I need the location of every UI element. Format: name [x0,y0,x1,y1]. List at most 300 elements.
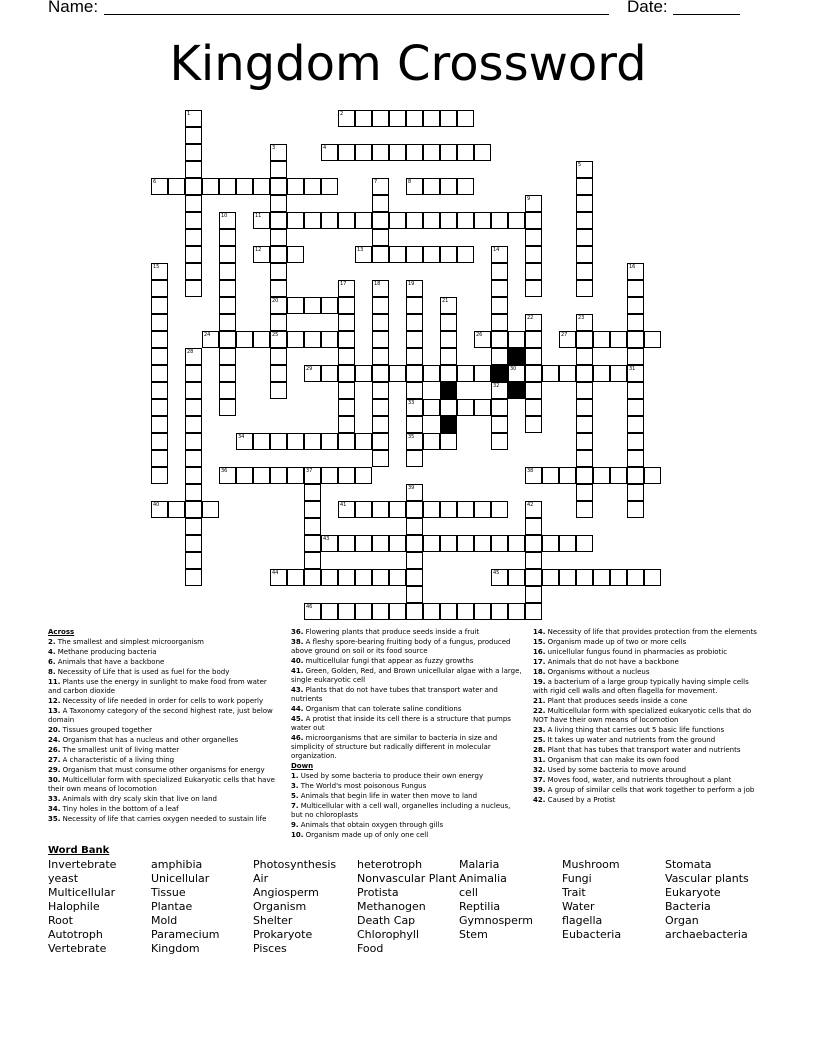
crossword-cell[interactable] [389,110,406,127]
crossword-cell[interactable] [287,178,304,195]
crossword-cell[interactable] [338,399,355,416]
crossword-cell[interactable] [338,297,355,314]
crossword-cell[interactable] [287,433,304,450]
crossword-cell[interactable] [270,229,287,246]
crossword-cell[interactable] [457,365,474,382]
crossword-cell[interactable] [304,569,321,586]
crossword-cell[interactable] [338,416,355,433]
crossword-cell[interactable] [576,365,593,382]
crossword-cell[interactable] [304,178,321,195]
crossword-cell[interactable] [151,178,168,195]
crossword-cell[interactable] [389,569,406,586]
crossword-cell[interactable] [406,416,423,433]
crossword-cell[interactable] [372,229,389,246]
crossword-cell[interactable] [219,297,236,314]
crossword-cell[interactable] [423,178,440,195]
crossword-cell[interactable] [491,603,508,620]
crossword-cell[interactable] [355,212,372,229]
crossword-cell[interactable] [304,365,321,382]
crossword-cell[interactable] [185,195,202,212]
crossword-cell[interactable] [185,552,202,569]
crossword-cell[interactable] [627,297,644,314]
crossword-cell[interactable] [525,501,542,518]
crossword-cell[interactable] [627,433,644,450]
crossword-cell[interactable] [440,433,457,450]
crossword-cell[interactable] [389,246,406,263]
crossword-cell[interactable] [559,467,576,484]
crossword-cell[interactable] [474,399,491,416]
crossword-cell[interactable] [457,178,474,195]
crossword-cell[interactable] [219,382,236,399]
crossword-cell[interactable] [491,399,508,416]
crossword-cell[interactable] [542,365,559,382]
crossword-cell[interactable] [525,467,542,484]
crossword-cell[interactable] [355,569,372,586]
crossword-cell[interactable] [270,195,287,212]
crossword-cell[interactable] [236,331,253,348]
crossword-cell[interactable] [423,501,440,518]
crossword-cell[interactable] [406,144,423,161]
crossword-cell[interactable] [372,603,389,620]
crossword-cell[interactable] [185,450,202,467]
crossword-cell[interactable] [627,501,644,518]
crossword-cell[interactable] [185,127,202,144]
crossword-cell[interactable] [576,263,593,280]
crossword-cell[interactable] [610,467,627,484]
crossword-cell[interactable] [185,110,202,127]
crossword-cell[interactable] [338,467,355,484]
crossword-cell[interactable] [457,399,474,416]
crossword-cell[interactable] [372,144,389,161]
crossword-cell[interactable] [236,467,253,484]
crossword-cell[interactable] [321,212,338,229]
crossword-cell[interactable] [389,212,406,229]
crossword-cell[interactable] [253,246,270,263]
crossword-cell[interactable] [440,246,457,263]
crossword-cell[interactable] [219,314,236,331]
crossword-cell[interactable] [202,178,219,195]
crossword-cell[interactable] [406,212,423,229]
crossword-cell[interactable] [253,212,270,229]
crossword-cell[interactable] [372,178,389,195]
crossword-cell[interactable] [423,535,440,552]
crossword-cell[interactable] [151,399,168,416]
crossword-cell[interactable] [151,382,168,399]
crossword-cell[interactable] [219,467,236,484]
crossword-cell[interactable] [406,586,423,603]
crossword-cell[interactable] [627,416,644,433]
crossword-cell[interactable] [440,399,457,416]
crossword-cell[interactable] [321,144,338,161]
crossword-cell[interactable] [389,603,406,620]
crossword-cell[interactable] [338,569,355,586]
crossword-cell[interactable] [304,518,321,535]
crossword-cell[interactable] [270,263,287,280]
crossword-cell[interactable] [457,110,474,127]
crossword-cell[interactable] [151,450,168,467]
crossword-cell[interactable] [474,603,491,620]
crossword-cell[interactable] [304,467,321,484]
crossword-cell[interactable] [185,263,202,280]
crossword-cell[interactable] [270,297,287,314]
crossword-cell[interactable] [576,484,593,501]
crossword-cell[interactable] [321,297,338,314]
crossword-cell[interactable] [423,144,440,161]
crossword-cell[interactable] [253,331,270,348]
crossword-cell[interactable] [491,348,508,365]
crossword-cell[interactable] [576,348,593,365]
crossword-cell[interactable] [372,433,389,450]
crossword-cell[interactable] [236,433,253,450]
crossword-cell[interactable] [576,399,593,416]
crossword-cell[interactable] [185,467,202,484]
crossword-cell[interactable] [559,331,576,348]
crossword-cell[interactable] [440,603,457,620]
crossword-cell[interactable] [270,280,287,297]
crossword-cell[interactable] [355,433,372,450]
crossword-cell[interactable] [559,365,576,382]
crossword-cell[interactable] [406,246,423,263]
crossword-cell[interactable] [270,467,287,484]
crossword-cell[interactable] [627,450,644,467]
crossword-cell[interactable] [321,178,338,195]
crossword-cell[interactable] [406,501,423,518]
crossword-cell[interactable] [372,501,389,518]
crossword-cell[interactable] [525,331,542,348]
crossword-cell[interactable] [576,246,593,263]
crossword-cell[interactable] [219,365,236,382]
crossword-cell[interactable] [151,433,168,450]
crossword-cell[interactable] [338,433,355,450]
crossword-cell[interactable] [491,569,508,586]
crossword-cell[interactable] [627,382,644,399]
crossword-cell[interactable] [491,382,508,399]
crossword-cell[interactable] [338,280,355,297]
crossword-cell[interactable] [491,212,508,229]
crossword-cell[interactable] [525,229,542,246]
crossword-cell[interactable] [627,365,644,382]
crossword-cell[interactable] [525,280,542,297]
crossword-cell[interactable] [576,195,593,212]
crossword-cell[interactable] [151,280,168,297]
crossword-cell[interactable] [542,535,559,552]
crossword-cell[interactable] [372,450,389,467]
crossword-cell[interactable] [219,229,236,246]
crossword-cell[interactable] [491,280,508,297]
crossword-cell[interactable] [304,297,321,314]
crossword-cell[interactable] [321,535,338,552]
crossword-cell[interactable] [491,433,508,450]
crossword-cell[interactable] [338,331,355,348]
crossword-cell[interactable] [627,314,644,331]
crossword-cell[interactable] [627,348,644,365]
crossword-cell[interactable] [627,263,644,280]
crossword-cell[interactable] [525,195,542,212]
crossword-cell[interactable] [423,110,440,127]
crossword-cell[interactable] [406,382,423,399]
crossword-cell[interactable] [202,501,219,518]
crossword-cell[interactable] [474,535,491,552]
crossword-cell[interactable] [457,603,474,620]
crossword-cell[interactable] [406,110,423,127]
crossword-cell[interactable] [440,331,457,348]
crossword-cell[interactable] [491,263,508,280]
crossword-cell[interactable] [542,467,559,484]
crossword-cell[interactable] [372,195,389,212]
crossword-cell[interactable] [321,603,338,620]
crossword-cell[interactable] [270,365,287,382]
crossword-cell[interactable] [287,569,304,586]
crossword-cell[interactable] [525,246,542,263]
crossword-cell[interactable] [576,212,593,229]
crossword-cell[interactable] [491,535,508,552]
crossword-cell[interactable] [287,467,304,484]
crossword-cell[interactable] [576,178,593,195]
crossword-cell[interactable] [151,365,168,382]
crossword-cell[interactable] [440,297,457,314]
crossword-cell[interactable] [219,178,236,195]
crossword-cell[interactable] [185,280,202,297]
crossword-cell[interactable] [338,365,355,382]
crossword-cell[interactable] [185,416,202,433]
crossword-cell[interactable] [440,314,457,331]
crossword-cell[interactable] [406,280,423,297]
crossword-cell[interactable] [185,144,202,161]
crossword-cell[interactable] [372,280,389,297]
crossword-cell[interactable] [372,535,389,552]
crossword-cell[interactable] [355,467,372,484]
crossword-cell[interactable] [219,280,236,297]
crossword-cell[interactable] [185,518,202,535]
crossword-cell[interactable] [423,246,440,263]
crossword-cell[interactable] [474,365,491,382]
crossword-cell[interactable] [423,365,440,382]
crossword-cell[interactable] [355,110,372,127]
crossword-cell[interactable] [474,331,491,348]
crossword-cell[interactable] [627,331,644,348]
crossword-cell[interactable] [491,501,508,518]
crossword-cell[interactable] [270,314,287,331]
crossword-cell[interactable] [457,535,474,552]
crossword-cell[interactable] [593,331,610,348]
crossword-cell[interactable] [508,535,525,552]
crossword-cell[interactable] [542,569,559,586]
crossword-cell[interactable] [491,416,508,433]
crossword-cell[interactable] [168,501,185,518]
crossword-cell[interactable] [423,399,440,416]
crossword-cell[interactable] [406,552,423,569]
crossword-cell[interactable] [338,348,355,365]
crossword-cell[interactable] [525,603,542,620]
crossword-cell[interactable] [610,365,627,382]
crossword-cell[interactable] [406,297,423,314]
crossword-cell[interactable] [389,365,406,382]
crossword-cell[interactable] [372,569,389,586]
crossword-cell[interactable] [270,212,287,229]
crossword-cell[interactable] [185,365,202,382]
crossword-cell[interactable] [491,297,508,314]
crossword-cell[interactable] [270,433,287,450]
crossword-cell[interactable] [508,603,525,620]
crossword-cell[interactable] [406,535,423,552]
crossword-cell[interactable] [219,212,236,229]
crossword-cell[interactable] [372,110,389,127]
crossword-cell[interactable] [338,501,355,518]
crossword-cell[interactable] [644,331,661,348]
crossword-cell[interactable] [525,365,542,382]
crossword-cell[interactable] [525,416,542,433]
crossword-cell[interactable] [270,348,287,365]
crossword-cell[interactable] [406,314,423,331]
crossword-cell[interactable] [406,365,423,382]
crossword-cell[interactable] [593,569,610,586]
crossword-cell[interactable] [406,484,423,501]
crossword-cell[interactable] [508,212,525,229]
crossword-cell[interactable] [559,535,576,552]
crossword-cell[interactable] [253,178,270,195]
crossword-cell[interactable] [185,535,202,552]
crossword-cell[interactable] [151,263,168,280]
crossword-cell[interactable] [185,399,202,416]
crossword-cell[interactable] [372,212,389,229]
crossword-cell[interactable] [627,467,644,484]
crossword-cell[interactable] [576,314,593,331]
crossword-cell[interactable] [185,246,202,263]
crossword-cell[interactable] [236,178,253,195]
crossword-cell[interactable] [440,212,457,229]
crossword-cell[interactable] [576,229,593,246]
crossword-cell[interactable] [287,297,304,314]
crossword-cell[interactable] [406,348,423,365]
crossword-cell[interactable] [338,212,355,229]
crossword-cell[interactable] [457,212,474,229]
crossword-cell[interactable] [355,246,372,263]
crossword-cell[interactable] [355,501,372,518]
crossword-cell[interactable] [593,467,610,484]
crossword-cell[interactable] [151,297,168,314]
crossword-cell[interactable] [525,518,542,535]
crossword-cell[interactable] [491,331,508,348]
crossword-cell[interactable] [185,229,202,246]
crossword-cell[interactable] [372,399,389,416]
crossword-cell[interactable] [525,535,542,552]
crossword-cell[interactable] [219,331,236,348]
crossword-cell[interactable] [525,552,542,569]
crossword-cell[interactable] [270,331,287,348]
crossword-cell[interactable] [525,348,542,365]
crossword-cell[interactable] [338,314,355,331]
crossword-cell[interactable] [593,365,610,382]
crossword-cell[interactable] [151,416,168,433]
crossword-cell[interactable] [304,603,321,620]
crossword-cell[interactable] [406,433,423,450]
crossword-cell[interactable] [287,212,304,229]
crossword-cell[interactable] [457,144,474,161]
crossword-cell[interactable] [253,467,270,484]
crossword-cell[interactable] [610,569,627,586]
crossword-cell[interactable] [576,331,593,348]
crossword-cell[interactable] [474,212,491,229]
crossword-cell[interactable] [576,433,593,450]
crossword-cell[interactable] [440,501,457,518]
crossword-cell[interactable] [338,535,355,552]
crossword-cell[interactable] [406,399,423,416]
crossword-cell[interactable] [321,365,338,382]
crossword-cell[interactable] [525,382,542,399]
crossword-cell[interactable] [185,433,202,450]
crossword-cell[interactable] [423,603,440,620]
crossword-cell[interactable] [287,246,304,263]
crossword-cell[interactable] [457,246,474,263]
crossword-cell[interactable] [304,501,321,518]
crossword-cell[interactable] [304,212,321,229]
crossword-cell[interactable] [559,569,576,586]
crossword-cell[interactable] [355,365,372,382]
crossword-cell[interactable] [406,178,423,195]
crossword-cell[interactable] [372,382,389,399]
crossword-cell[interactable] [576,382,593,399]
crossword-cell[interactable] [253,433,270,450]
crossword-cell[interactable] [440,348,457,365]
crossword-cell[interactable] [491,314,508,331]
crossword-cell[interactable] [389,501,406,518]
crossword-cell[interactable] [525,212,542,229]
crossword-cell[interactable] [610,331,627,348]
crossword-cell[interactable] [474,501,491,518]
crossword-cell[interactable] [321,467,338,484]
crossword-cell[interactable] [576,467,593,484]
crossword-cell[interactable] [508,365,525,382]
crossword-cell[interactable] [525,314,542,331]
crossword-cell[interactable] [644,569,661,586]
crossword-cell[interactable] [270,246,287,263]
crossword-cell[interactable] [372,365,389,382]
crossword-cell[interactable] [151,467,168,484]
crossword-cell[interactable] [270,144,287,161]
crossword-cell[interactable] [627,569,644,586]
crossword-cell[interactable] [304,484,321,501]
crossword-cell[interactable] [270,382,287,399]
crossword-cell[interactable] [627,399,644,416]
crossword-cell[interactable] [576,416,593,433]
crossword-cell[interactable] [627,484,644,501]
crossword-cell[interactable] [406,331,423,348]
crossword-cell[interactable] [304,433,321,450]
crossword-cell[interactable] [185,484,202,501]
crossword-cell[interactable] [423,433,440,450]
crossword-cell[interactable] [525,263,542,280]
crossword-cell[interactable] [576,450,593,467]
crossword-cell[interactable] [151,331,168,348]
crossword-cell[interactable] [440,144,457,161]
crossword-cell[interactable] [185,348,202,365]
crossword-cell[interactable] [185,501,202,518]
crossword-cell[interactable] [219,246,236,263]
crossword-cell[interactable] [304,331,321,348]
crossword-cell[interactable] [372,297,389,314]
crossword-cell[interactable] [525,586,542,603]
crossword-cell[interactable] [457,501,474,518]
crossword-cell[interactable] [406,450,423,467]
crossword-cell[interactable] [440,365,457,382]
crossword-cell[interactable] [304,535,321,552]
crossword-cell[interactable] [440,110,457,127]
crossword-cell[interactable] [338,144,355,161]
crossword-cell[interactable] [202,331,219,348]
crossword-cell[interactable] [423,212,440,229]
crossword-cell[interactable] [627,280,644,297]
crossword-cell[interactable] [644,467,661,484]
